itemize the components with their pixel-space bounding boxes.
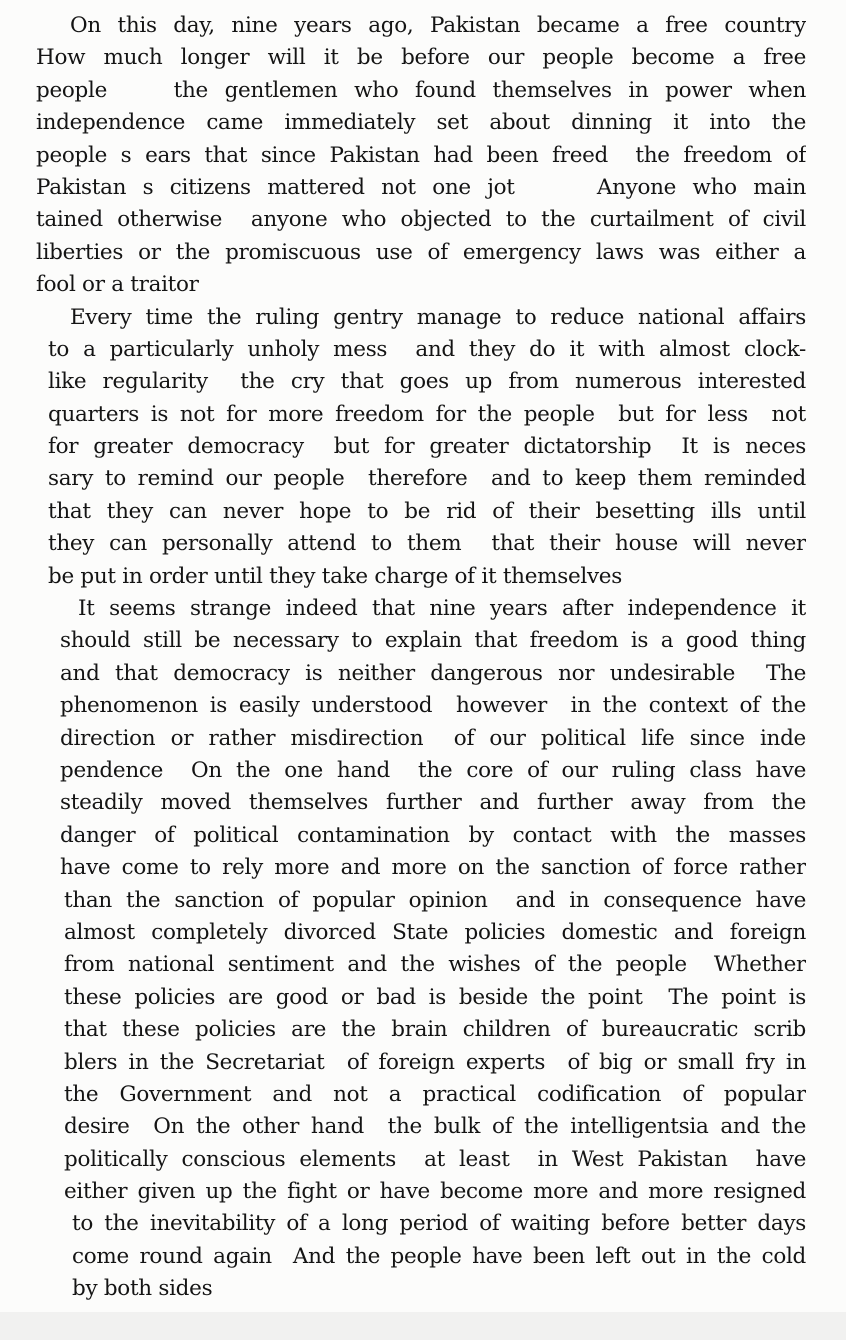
- page-bottom-edge: [0, 1312, 846, 1340]
- text-line: sary to remind our people therefore and to keep them reminded: [48, 466, 806, 492]
- text-line: quarters is not for more freedom for the people but for less not: [48, 401, 806, 427]
- text-line: come round again And the people have been left out in the cold: [72, 1243, 806, 1269]
- text-line: to the inevitability of a long period of waiting before better days: [72, 1211, 806, 1237]
- text-line: blers in the Secretariat of foreign experts of big or small fry in: [64, 1049, 806, 1075]
- text-line: It seems strange indeed that nine years after independence it: [78, 596, 806, 622]
- text-line: Pakistan s citizens mattered not one jot Anyone who main: [36, 174, 806, 200]
- text-line: direction or rather misdirection of our political life since inde: [60, 725, 806, 751]
- text-line: for greater democracy but for greater dictatorship It is neces: [48, 434, 806, 460]
- text-line: How much longer will it be before our people become a free: [36, 45, 806, 71]
- text-line: steadily moved themselves further and further away from the: [60, 790, 806, 816]
- text-line: Every time the ruling gentry manage to reduce national affairs: [70, 304, 806, 330]
- text-line: danger of political contamination by contact with the masses: [60, 822, 806, 848]
- text-line: that they can never hope to be rid of their besetting ills until: [48, 498, 806, 524]
- text-line: desire On the other hand the bulk of the intelligentsia and the: [64, 1114, 806, 1140]
- text-line: like regularity the cry that goes up from numerous interested: [48, 369, 806, 395]
- paragraph-3: [36, 593, 806, 1306]
- text-line: people the gentlemen who found themselves in power when: [36, 77, 806, 103]
- text-line: from national sentiment and the wishes of the people Whether: [64, 952, 806, 978]
- text-line: On this day, nine years ago, Pakistan became a free country: [70, 13, 806, 38]
- text-line: that these policies are the brain children of bureaucratic scrib: [64, 1017, 806, 1043]
- text-line: independence came immediately set about dinning it into the: [36, 110, 806, 136]
- text-line: tained otherwise anyone who objected to the curtailment of civil: [36, 207, 806, 233]
- text-line: than the sanction of popular opinion and in consequence have: [64, 887, 806, 913]
- text-line: people s ears that since Pakistan had been freed the freedom of: [36, 142, 806, 168]
- paragraph-1: [36, 10, 806, 302]
- text-line: either given up the fight or have become more and more resigned: [64, 1179, 806, 1205]
- text-line: to a particularly unholy mess and they do it with almost clock-: [48, 336, 806, 362]
- article-text: [36, 10, 806, 1306]
- text-line: liberties or the promiscuous use of emergency laws was either a: [36, 239, 806, 265]
- text-line: almost completely divorced State policies domestic and foreign: [64, 919, 806, 945]
- text-line: the Government and not a practical codification of popular: [64, 1081, 806, 1107]
- text-line: be put in order until they take charge of it themselves: [48, 563, 622, 589]
- text-line: phenomenon is easily understood however in the context of the: [60, 693, 806, 719]
- text-line: pendence On the one hand the core of our ruling class have: [60, 757, 806, 783]
- text-line: have come to rely more and more on the sanction of force rather: [60, 855, 806, 881]
- text-line: and that democracy is neither dangerous nor undesirable The: [60, 660, 806, 686]
- text-line: these policies are good or bad is beside the point The point is: [64, 984, 806, 1010]
- text-line: fool or a traitor: [36, 272, 199, 298]
- text-line: by both sides: [72, 1276, 213, 1302]
- paragraph-2: [36, 302, 806, 594]
- text-line: they can personally attend to them that their house will never: [48, 531, 806, 557]
- text-line: should still be necessary to explain that freedom is a good thing: [60, 628, 806, 654]
- text-line: politically conscious elements at least in West Pakistan have: [64, 1146, 806, 1172]
